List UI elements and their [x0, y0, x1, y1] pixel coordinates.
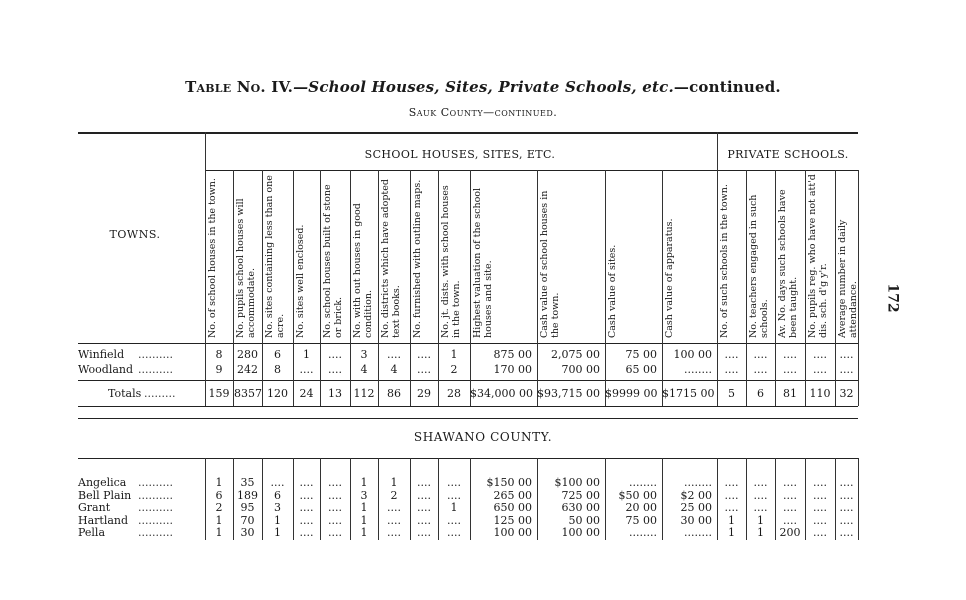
leader-dots: ......... [144, 387, 176, 400]
table-cell: $9999 00 [605, 387, 658, 400]
table-cell: 1 [728, 526, 735, 539]
table-cell: 6 [274, 348, 281, 361]
table-cell: 32 [839, 387, 854, 400]
table-cell: .... [813, 488, 827, 502]
table-cell: .... [724, 476, 739, 489]
table-cell: 725 00 [561, 488, 600, 502]
table-cell: .... [299, 526, 314, 539]
table-cell: .... [783, 488, 797, 502]
column-header: No. sites well enclosed. [295, 224, 306, 338]
totals-label: Totals [108, 387, 142, 400]
table-cell: 3 [274, 501, 281, 514]
table-cell: .... [299, 476, 314, 489]
table-cell: 1 [360, 501, 368, 514]
table-cell: .... [839, 501, 854, 514]
table-cell: 1 [390, 476, 398, 489]
title-italic: —School Houses, Sites, Private Schools, etc. [293, 78, 674, 96]
group-school-houses: SCHOOL HOUSES, SITES, ETC. [364, 148, 556, 161]
table-cell: .... [387, 513, 401, 527]
table-cell: 2 [450, 363, 458, 376]
table-top-rule [78, 132, 858, 134]
leader-dots: .......... [138, 488, 173, 502]
table-cell: 875 00 [493, 348, 532, 361]
table-cell: .... [839, 476, 854, 489]
table-cell: .... [417, 501, 431, 514]
table-cell: .... [447, 526, 461, 539]
table-cell: $150 00 [486, 476, 532, 489]
table-cell: 110 [809, 387, 831, 400]
table-cell: .... [783, 513, 797, 527]
town-name: Pella [78, 526, 106, 539]
table-cell: 75 00 [625, 348, 657, 361]
table-cell: 265 00 [493, 488, 532, 502]
table-cell: 125 00 [493, 513, 532, 527]
table-cell: .... [839, 488, 854, 502]
table-cell: ........ [684, 363, 712, 376]
table-cell: ........ [684, 476, 712, 489]
table-cell: 3 [360, 488, 368, 502]
table-cell: 8357 [234, 387, 262, 400]
table-cell: ........ [629, 526, 657, 539]
table-cell: .... [387, 526, 401, 539]
table-cell: ........ [629, 476, 657, 489]
table-cell: .... [813, 363, 827, 376]
table-cell: 30 [240, 526, 255, 539]
county-top-rule [78, 418, 858, 419]
table-cell: 24 [299, 387, 314, 400]
table-cell: 100 00 [561, 526, 600, 539]
totals-top-rule [78, 380, 858, 381]
table-cell: .... [299, 488, 314, 502]
table-cell: 86 [387, 387, 401, 400]
table-cell: 280 [237, 348, 258, 361]
column-header: Av. No. days such schools have been taught. [777, 189, 799, 338]
table-cell: 1 [757, 513, 764, 527]
table-cell: 159 [208, 387, 230, 400]
table-cell: .... [387, 501, 401, 514]
column-header: No. sites containing less than one acre. [264, 175, 286, 338]
table-cell: $93,715 00 [537, 387, 600, 400]
table-cell: .... [328, 501, 342, 514]
table-cell: 4 [360, 363, 368, 376]
table-cell: .... [417, 348, 431, 361]
table-cell: 75 00 [625, 513, 657, 527]
totals-bottom-rule [78, 406, 858, 407]
table-cell: .... [753, 476, 768, 489]
town-name: Grant [78, 501, 111, 514]
town-name: Hartland [78, 513, 129, 527]
column-rule [858, 458, 859, 540]
column-header: No. of school houses in the town. [207, 178, 218, 338]
table-cell: .... [813, 348, 827, 361]
column-header: No. with out houses in good condition. [352, 203, 374, 338]
table-cell: .... [839, 363, 854, 376]
table-cell: 4 [390, 363, 398, 376]
table-cell: .... [813, 476, 827, 489]
column-header: Cash value of apparatus. [664, 218, 675, 338]
table-cell: 1 [728, 513, 735, 527]
table-cell: .... [328, 363, 342, 376]
table-cell: 100 00 [673, 348, 712, 361]
table-cell: 35 [240, 476, 255, 489]
column-header: Cash value of sites. [607, 244, 618, 338]
table-cell: .... [447, 476, 461, 489]
table-cell: 2 [390, 488, 398, 502]
table-cell: 1 [450, 501, 458, 514]
table-cell: .... [783, 363, 797, 376]
table-cell: .... [328, 513, 342, 527]
table-cell: 13 [328, 387, 342, 400]
table-cell: 650 00 [493, 501, 532, 514]
table-cell: 1 [215, 476, 223, 489]
table-cell: 5 [728, 387, 735, 400]
title-tail: —continued. [673, 78, 781, 96]
table-cell: 6 [215, 488, 223, 502]
town-name: Winfield [78, 348, 125, 361]
table-cell: 100 00 [493, 526, 532, 539]
table-cell: 1 [274, 513, 281, 527]
table-cell: .... [783, 476, 797, 489]
table-cell: 8 [215, 348, 223, 361]
table-cell: 1 [360, 476, 368, 489]
table-cell: .... [783, 501, 797, 514]
column-header: No. districts which have adopted text books. [380, 179, 402, 338]
table-cell: 29 [417, 387, 431, 400]
title-lead: Table No. IV. [185, 78, 294, 96]
table-cell: 1 [215, 513, 223, 527]
table-cell: .... [813, 526, 827, 539]
column-header: No. of such schools in the town. [719, 184, 730, 338]
table-cell: 1 [274, 526, 281, 539]
table-cell: 1 [303, 348, 310, 361]
table-cell: $1715 00 [662, 387, 715, 400]
column-header: No. jt. dists. with school houses in the town. [440, 185, 462, 338]
page-number: 172 [884, 283, 901, 313]
table-cell: .... [753, 488, 768, 502]
table-cell: .... [299, 513, 314, 527]
table-cell: 1 [450, 348, 458, 361]
table-cell: .... [417, 476, 431, 489]
group-private-schools: PRIVATE SCHOOLS. [727, 148, 849, 161]
table-cell: $100 00 [554, 476, 600, 489]
table-cell: .... [839, 348, 854, 361]
table-cell: 70 [240, 513, 255, 527]
group-header-rule [205, 170, 858, 171]
leader-dots: .......... [138, 476, 173, 489]
town-name: Bell Plain [78, 488, 132, 502]
leader-dots: .......... [138, 526, 173, 539]
table-cell: .... [447, 513, 461, 527]
table-cell: 28 [447, 387, 461, 400]
table-cell: 242 [237, 363, 258, 376]
leader-dots: .......... [138, 513, 173, 527]
leader-dots: .......... [138, 363, 173, 376]
table-cell: .... [417, 363, 431, 376]
column-header: Highest valuation of the school houses and site. [472, 187, 494, 338]
table-cell: .... [270, 476, 285, 489]
table-cell: .... [724, 348, 739, 361]
table-cell: .... [328, 476, 342, 489]
table-cell: .... [299, 363, 314, 376]
column-header: Average number in daily attendance. [837, 219, 859, 338]
table-cell: 200 [779, 526, 801, 539]
column-header: No. furnished with outline maps. [412, 179, 423, 338]
table-cell: 95 [240, 501, 255, 514]
table-cell: 25 00 [680, 501, 712, 514]
table-cell: .... [753, 501, 768, 514]
column-header: No. teachers engaged in such schools. [748, 194, 770, 338]
table-cell: .... [328, 348, 342, 361]
table-cell: 81 [783, 387, 797, 400]
table-cell: $2 00 [680, 488, 712, 502]
leader-dots: .......... [138, 501, 173, 514]
table-cell: .... [328, 488, 342, 502]
table-cell: .... [813, 501, 827, 514]
table-title [0, 78, 966, 96]
table-cell: ........ [684, 526, 712, 539]
table-cell: .... [447, 488, 461, 502]
towns-header: TOWNS. [109, 228, 161, 241]
table-cell: 120 [267, 387, 288, 400]
table-cell: .... [813, 513, 827, 527]
table-cell: .... [387, 348, 401, 361]
table-cell: 6 [274, 488, 281, 502]
column-header: No. pupils reg. who have not att'd dis. sch. d'g y'r. [807, 174, 829, 338]
table-cell: $34,000 00 [470, 387, 533, 400]
table-cell: 1 [215, 526, 223, 539]
town-name: Woodland [78, 363, 134, 376]
table-cell: .... [299, 501, 314, 514]
table-cell: 1 [360, 526, 368, 539]
table-cell: .... [783, 348, 797, 361]
table-cell: .... [753, 363, 768, 376]
table-cell: 2 [215, 501, 223, 514]
table-cell: .... [753, 348, 768, 361]
table-cell: .... [417, 513, 431, 527]
table-cell: $50 00 [618, 488, 657, 502]
table-cell: .... [417, 526, 431, 539]
table-cell: 20 00 [625, 501, 657, 514]
table-cell: 630 00 [561, 501, 600, 514]
table-cell: 30 00 [680, 513, 712, 527]
table-cell: .... [328, 526, 342, 539]
county-subtitle: Sauk County—continued. [408, 106, 558, 119]
table-cell: 112 [353, 387, 375, 400]
table-cell: 8 [274, 363, 281, 376]
table-cell: 2,075 00 [551, 348, 600, 361]
column-header: Cash value of school houses in the town. [539, 190, 561, 338]
table-cell: .... [724, 488, 739, 502]
table-cell: 65 00 [625, 363, 657, 376]
table-cell: 9 [215, 363, 223, 376]
column-header: No. pupils school houses will accommodate. [235, 198, 257, 338]
table-cell: 170 00 [493, 363, 532, 376]
leader-dots: .......... [138, 348, 173, 361]
column-header-rule [78, 343, 858, 344]
table-cell: .... [839, 526, 854, 539]
shawano-county-heading: SHAWANO COUNTY. [413, 430, 553, 444]
town-name: Angelica [78, 476, 127, 489]
table-cell: .... [417, 488, 431, 502]
table-cell: 700 00 [561, 363, 600, 376]
table-cell: .... [839, 513, 854, 527]
table-cell: 3 [360, 348, 368, 361]
table-cell: 189 [237, 488, 258, 502]
column-header: No. school houses built of stone or brick. [322, 184, 344, 338]
table-cell: 1 [360, 513, 368, 527]
county-bottom-rule [78, 458, 858, 459]
table-cell: 50 00 [568, 513, 600, 527]
table-cell: .... [724, 501, 739, 514]
table-cell: 1 [757, 526, 764, 539]
table-cell: .... [724, 363, 739, 376]
table-cell: 6 [757, 387, 764, 400]
